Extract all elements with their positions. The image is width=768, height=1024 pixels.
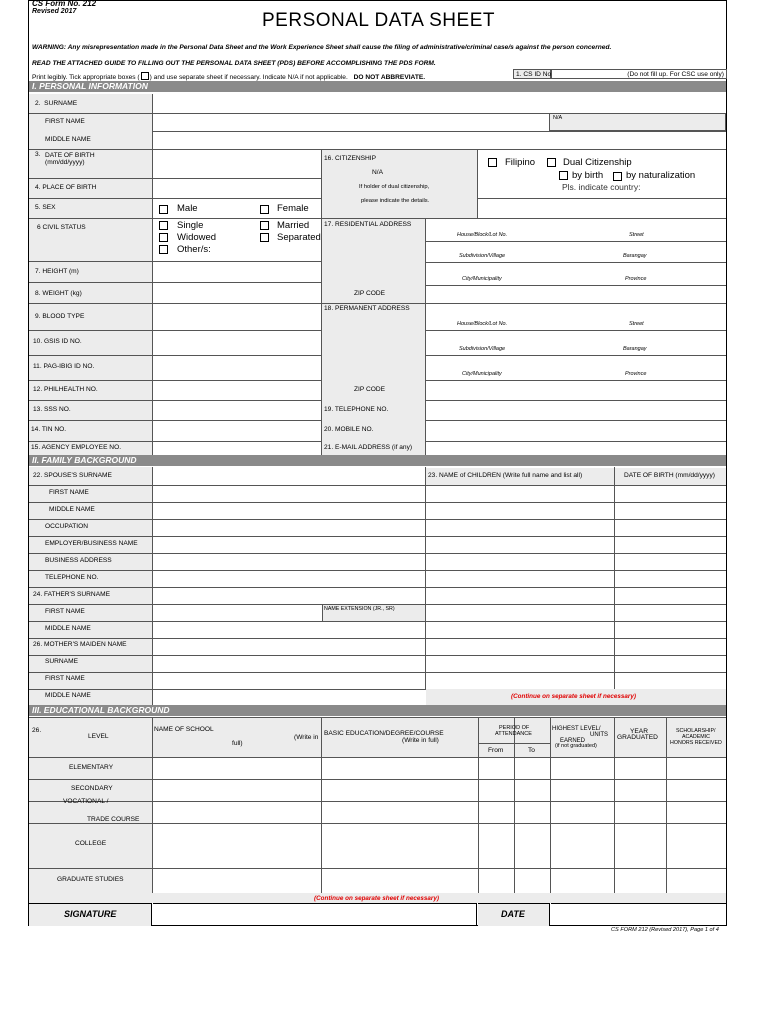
employer-label: EMPLOYER/BUSINESS NAME xyxy=(45,540,138,547)
family-input-row[interactable] xyxy=(153,503,425,519)
family-label-column xyxy=(29,467,152,705)
civil-status-label: 6 CIVIL STATUS xyxy=(37,224,86,231)
father-first-label: FIRST NAME xyxy=(45,608,85,615)
widowed-checkbox[interactable] xyxy=(159,233,168,242)
perm-subd-caption: Subdivision/Village xyxy=(459,346,506,352)
family-input-row[interactable] xyxy=(153,673,425,689)
weight-label: 8. WEIGHT (kg) xyxy=(35,290,82,297)
course-header-b: (Write in full) xyxy=(402,737,439,744)
education-level-column xyxy=(29,757,152,893)
blood-type-input[interactable] xyxy=(153,304,321,330)
education-input-row[interactable] xyxy=(153,802,726,823)
res-prov-caption: Province xyxy=(625,276,647,282)
first-name-label: FIRST NAME xyxy=(45,118,85,125)
father-name-ext-cell[interactable] xyxy=(322,605,425,621)
married-checkbox[interactable] xyxy=(260,221,269,230)
period-header-a: PERIOD OF xyxy=(499,725,530,731)
weight-input[interactable] xyxy=(153,283,321,303)
family-input-row[interactable] xyxy=(153,554,425,570)
citizenship-label: 16. CITIZENSHIP xyxy=(324,155,377,162)
year-header-a: YEAR xyxy=(630,728,648,735)
permanent-address-input[interactable] xyxy=(426,304,726,321)
country-dropdown[interactable] xyxy=(478,199,726,218)
family-input-row[interactable] xyxy=(153,520,425,536)
telephone-input[interactable] xyxy=(426,401,726,420)
year-header-b: GRADUATED xyxy=(617,734,658,741)
permanent-zip-label: ZIP CODE xyxy=(354,386,386,393)
others-label: Other/s: xyxy=(177,244,211,255)
dob-input[interactable] xyxy=(153,150,321,178)
school-header-c: full) xyxy=(232,740,243,747)
school-header-b: (Write in xyxy=(294,734,319,741)
perm-city-caption: City/Municipality xyxy=(462,371,502,377)
address-label-column xyxy=(322,219,425,455)
res-brgy-caption: Barangay xyxy=(623,253,647,259)
scholarship-header-a: SCHOLARSHIP/ xyxy=(676,728,716,734)
pob-input[interactable] xyxy=(153,179,321,198)
signature-field[interactable] xyxy=(153,903,477,926)
filipino-label: Filipino xyxy=(505,157,536,168)
perm-house-caption: House/Block/Lot No. xyxy=(457,321,508,327)
surname-label: 2. SURNAME xyxy=(35,100,78,107)
page-footer: CS FORM 212 (Revised 2017), Page 1 of 4 xyxy=(611,927,719,933)
graduate-studies-label: GRADUATE STUDIES xyxy=(57,876,124,883)
sss-input[interactable] xyxy=(153,401,321,420)
middle-name-input[interactable] xyxy=(153,132,726,149)
female-checkbox[interactable] xyxy=(260,205,269,214)
page-title: PERSONAL DATA SHEET xyxy=(262,10,495,31)
single-label: Single xyxy=(177,220,204,231)
family-input-row[interactable] xyxy=(153,571,425,587)
course-header-a: BASIC EDUCATION/DEGREE/COURSE xyxy=(324,730,444,737)
email-label: 21. E-MAIL ADDRESS (if any) xyxy=(324,444,413,451)
business-address-label: BUSINESS ADDRESS xyxy=(45,557,112,564)
print-text-a: Print legibly. Tick appropriate boxes ( xyxy=(32,74,140,81)
surname-text: SURNAME xyxy=(44,100,78,107)
male-checkbox[interactable] xyxy=(159,205,168,214)
section-educational-background: III. EDUCATIONAL BACKGROUND xyxy=(29,705,726,716)
to-header: To xyxy=(528,747,535,754)
education-continue-note: (Continue on separate sheet if necessary) xyxy=(314,895,439,902)
residential-zip-input[interactable] xyxy=(426,286,726,303)
children-label: 23. NAME of CHILDREN (Write full name and list all) xyxy=(428,472,583,479)
education-input-row[interactable] xyxy=(153,780,726,801)
education-input-row[interactable] xyxy=(153,758,726,779)
spouse-telephone-label: TELEPHONE NO. xyxy=(45,574,99,581)
perm-brgy-caption: Barangay xyxy=(623,346,647,352)
period-header-b: ATTENDANCE xyxy=(495,731,532,737)
tin-input[interactable] xyxy=(153,421,321,441)
widowed-label: Widowed xyxy=(177,232,217,243)
pds-form xyxy=(28,0,727,926)
warning-text: WARNING: Any misrepresentation made in the Personal Data Sheet and the Work Experience Sheet shall cause the filing of administrative/criminal case/s against the person concerned. xyxy=(32,44,612,51)
tin-label: 14. TIN NO. xyxy=(31,426,67,433)
single-checkbox[interactable] xyxy=(159,221,168,230)
female-label: Female xyxy=(277,203,309,214)
philhealth-label: 12. PHILHEALTH NO. xyxy=(33,386,98,393)
by-birth-label: by birth xyxy=(572,170,604,181)
child-dob-label: DATE OF BIRTH (mm/dd/yyyy) xyxy=(624,472,715,479)
citizenship-note-1: If holder of dual citizenship, xyxy=(359,184,430,190)
residential-zip-label: ZIP CODE xyxy=(354,290,386,297)
dob-num: 3. xyxy=(35,151,41,158)
perm-prov-caption: Province xyxy=(625,371,647,377)
tick-box-sample xyxy=(141,72,149,80)
form-number: CS Form No. 212 xyxy=(32,0,97,8)
separated-checkbox[interactable] xyxy=(260,233,269,242)
mobile-input[interactable] xyxy=(426,421,726,441)
education-input-row[interactable] xyxy=(153,824,726,868)
residential-address-label: 17. RESIDENTIAL ADDRESS xyxy=(324,221,412,228)
family-input-row[interactable] xyxy=(153,639,425,655)
telephone-label: 19. TELEPHONE NO. xyxy=(324,406,389,413)
spouse-first-label: FIRST NAME xyxy=(49,489,89,496)
education-input-row[interactable] xyxy=(153,869,726,893)
guide-text: READ THE ATTACHED GUIDE TO FILLING OUT THE PERSONAL DATA SHEET (PDS) BEFORE ACCOMPLISHING THE PDS FORM. xyxy=(32,60,436,67)
secondary-label: SECONDARY xyxy=(71,785,113,792)
cs-id-note: (Do not fill up. For CSC use only) xyxy=(627,70,724,78)
cs-id-label: 1. CS ID No xyxy=(516,70,552,78)
family-input-row[interactable] xyxy=(153,486,425,502)
married-label: Married xyxy=(277,220,310,231)
scholarship-header-b: ACADEMIC xyxy=(682,734,710,740)
name-ext-value: N/A xyxy=(553,115,563,121)
family-input-row[interactable] xyxy=(153,690,425,705)
print-instruction xyxy=(32,71,425,82)
highest-header-c: EARNED xyxy=(560,738,586,744)
family-input-row[interactable] xyxy=(153,588,425,604)
elementary-label: ELEMENTARY xyxy=(69,764,114,771)
permanent-address-label: 18. PERMANENT ADDRESS xyxy=(324,305,410,312)
res-house-caption: House/Block/Lot No. xyxy=(457,232,508,238)
occupation-label: OCCUPATION xyxy=(45,523,88,530)
vocational-label-b: TRADE COURSE xyxy=(87,816,140,823)
scholarship-header-c: HONORS RECEIVED xyxy=(670,740,722,746)
family-input-row[interactable] xyxy=(153,537,425,553)
filipino-checkbox[interactable] xyxy=(488,158,497,167)
pob-label: 4. PLACE OF BIRTH xyxy=(35,184,97,191)
others-checkbox[interactable] xyxy=(159,245,168,254)
date-label: DATE xyxy=(501,909,525,919)
separated-label: Separated xyxy=(277,232,321,243)
name-extension-field[interactable] xyxy=(549,113,726,131)
sss-label: 13. SSS NO. xyxy=(33,406,71,413)
middle-name-label: MIDDLE NAME xyxy=(45,136,91,143)
section-family-background: II. FAMILY BACKGROUND xyxy=(29,455,726,466)
residential-address-input[interactable] xyxy=(426,219,726,233)
gsis-label: 10. GSIS ID NO. xyxy=(33,338,82,345)
surname-input[interactable] xyxy=(153,94,726,112)
by-naturalization-checkbox[interactable] xyxy=(613,172,622,181)
agency-no-input[interactable] xyxy=(153,442,321,455)
dual-citizenship-checkbox[interactable] xyxy=(547,158,556,167)
perm-street-caption: Street xyxy=(629,321,644,327)
first-name-input[interactable] xyxy=(153,114,548,131)
spouse-surname-label: 22. SPOUSE'S SURNAME xyxy=(33,472,112,479)
family-input-row[interactable] xyxy=(153,469,425,485)
mobile-label: 20. MOBILE NO. xyxy=(324,426,374,433)
spouse-middle-label: MIDDLE NAME xyxy=(49,506,95,513)
family-input-row[interactable] xyxy=(153,622,425,638)
signature-label: SIGNATURE xyxy=(64,909,117,919)
edu-num: 26. xyxy=(32,727,42,734)
blood-type-label: 9. BLOOD TYPE xyxy=(35,313,85,320)
mother-maiden-label: 26. MOTHER'S MAIDEN NAME xyxy=(33,641,127,648)
highest-header-b: UNITS xyxy=(590,732,608,738)
permanent-zip-input[interactable] xyxy=(426,381,726,400)
citizenship-na: N/A xyxy=(372,169,383,176)
sex-label: 5. SEX xyxy=(35,204,56,211)
family-input-row[interactable] xyxy=(153,656,425,672)
school-header-a: NAME OF SCHOOL xyxy=(154,726,214,733)
male-label: Male xyxy=(177,203,198,214)
res-subd-caption: Subdivision/Village xyxy=(459,253,506,259)
res-street-caption: Street xyxy=(629,232,644,238)
print-text-b: ) and use separate sheet if necessary. Indicate N/A if not applicable. xyxy=(149,74,348,81)
highest-header-a: HIGHEST LEVEL/ xyxy=(552,726,601,732)
pagibig-label: 11. PAG-IBIG ID NO. xyxy=(33,363,95,370)
mother-middle-label: MIDDLE NAME xyxy=(45,692,91,699)
college-label: COLLEGE xyxy=(75,840,107,847)
philhealth-input[interactable] xyxy=(153,381,321,400)
mother-first-label: FIRST NAME xyxy=(45,675,85,682)
mother-surname-label: SURNAME xyxy=(45,658,78,665)
father-name-ext-label: NAME EXTENSION (JR., SR) xyxy=(324,606,395,612)
level-header: LEVEL xyxy=(88,733,109,740)
pagibig-input[interactable] xyxy=(153,356,321,380)
dob-format: (mm/dd/yyyy) xyxy=(45,159,85,166)
agency-no-label: 15. AGENCY EMPLOYEE NO. xyxy=(31,444,122,451)
father-surname-label: 24. FATHER'S SURNAME xyxy=(33,591,110,598)
dob-label: DATE OF BIRTH xyxy=(45,152,95,159)
by-naturalization-label: by naturalization xyxy=(626,170,696,181)
father-middle-label: MIDDLE NAME xyxy=(45,625,91,632)
form-revision: Revised 2017 xyxy=(32,8,77,15)
dual-citizenship-label: Dual Citizenship xyxy=(563,157,632,168)
from-header: From xyxy=(488,747,504,754)
by-birth-checkbox[interactable] xyxy=(559,171,568,180)
date-field[interactable] xyxy=(551,903,726,926)
citizenship-note-2: please indicate the details. xyxy=(361,198,430,204)
section-personal-info: I. PERSONAL INFORMATION xyxy=(29,81,726,92)
highest-header-d: (if not graduated) xyxy=(555,743,597,749)
vocational-label-a: VOCATIONAL / xyxy=(63,798,109,805)
country-label: Pls. indicate country: xyxy=(562,182,641,192)
res-city-caption: City/Municipality xyxy=(462,276,502,282)
email-input[interactable] xyxy=(426,442,726,455)
height-input[interactable] xyxy=(153,262,321,282)
family-continue-note: (Continue on separate sheet if necessary) xyxy=(511,693,636,700)
cs-id-field[interactable] xyxy=(551,69,727,79)
no-abbreviate: DO NOT ABBREVIATE. xyxy=(353,74,426,81)
height-label: 7. HEIGHT (m) xyxy=(35,268,79,275)
gsis-input[interactable] xyxy=(153,331,321,355)
